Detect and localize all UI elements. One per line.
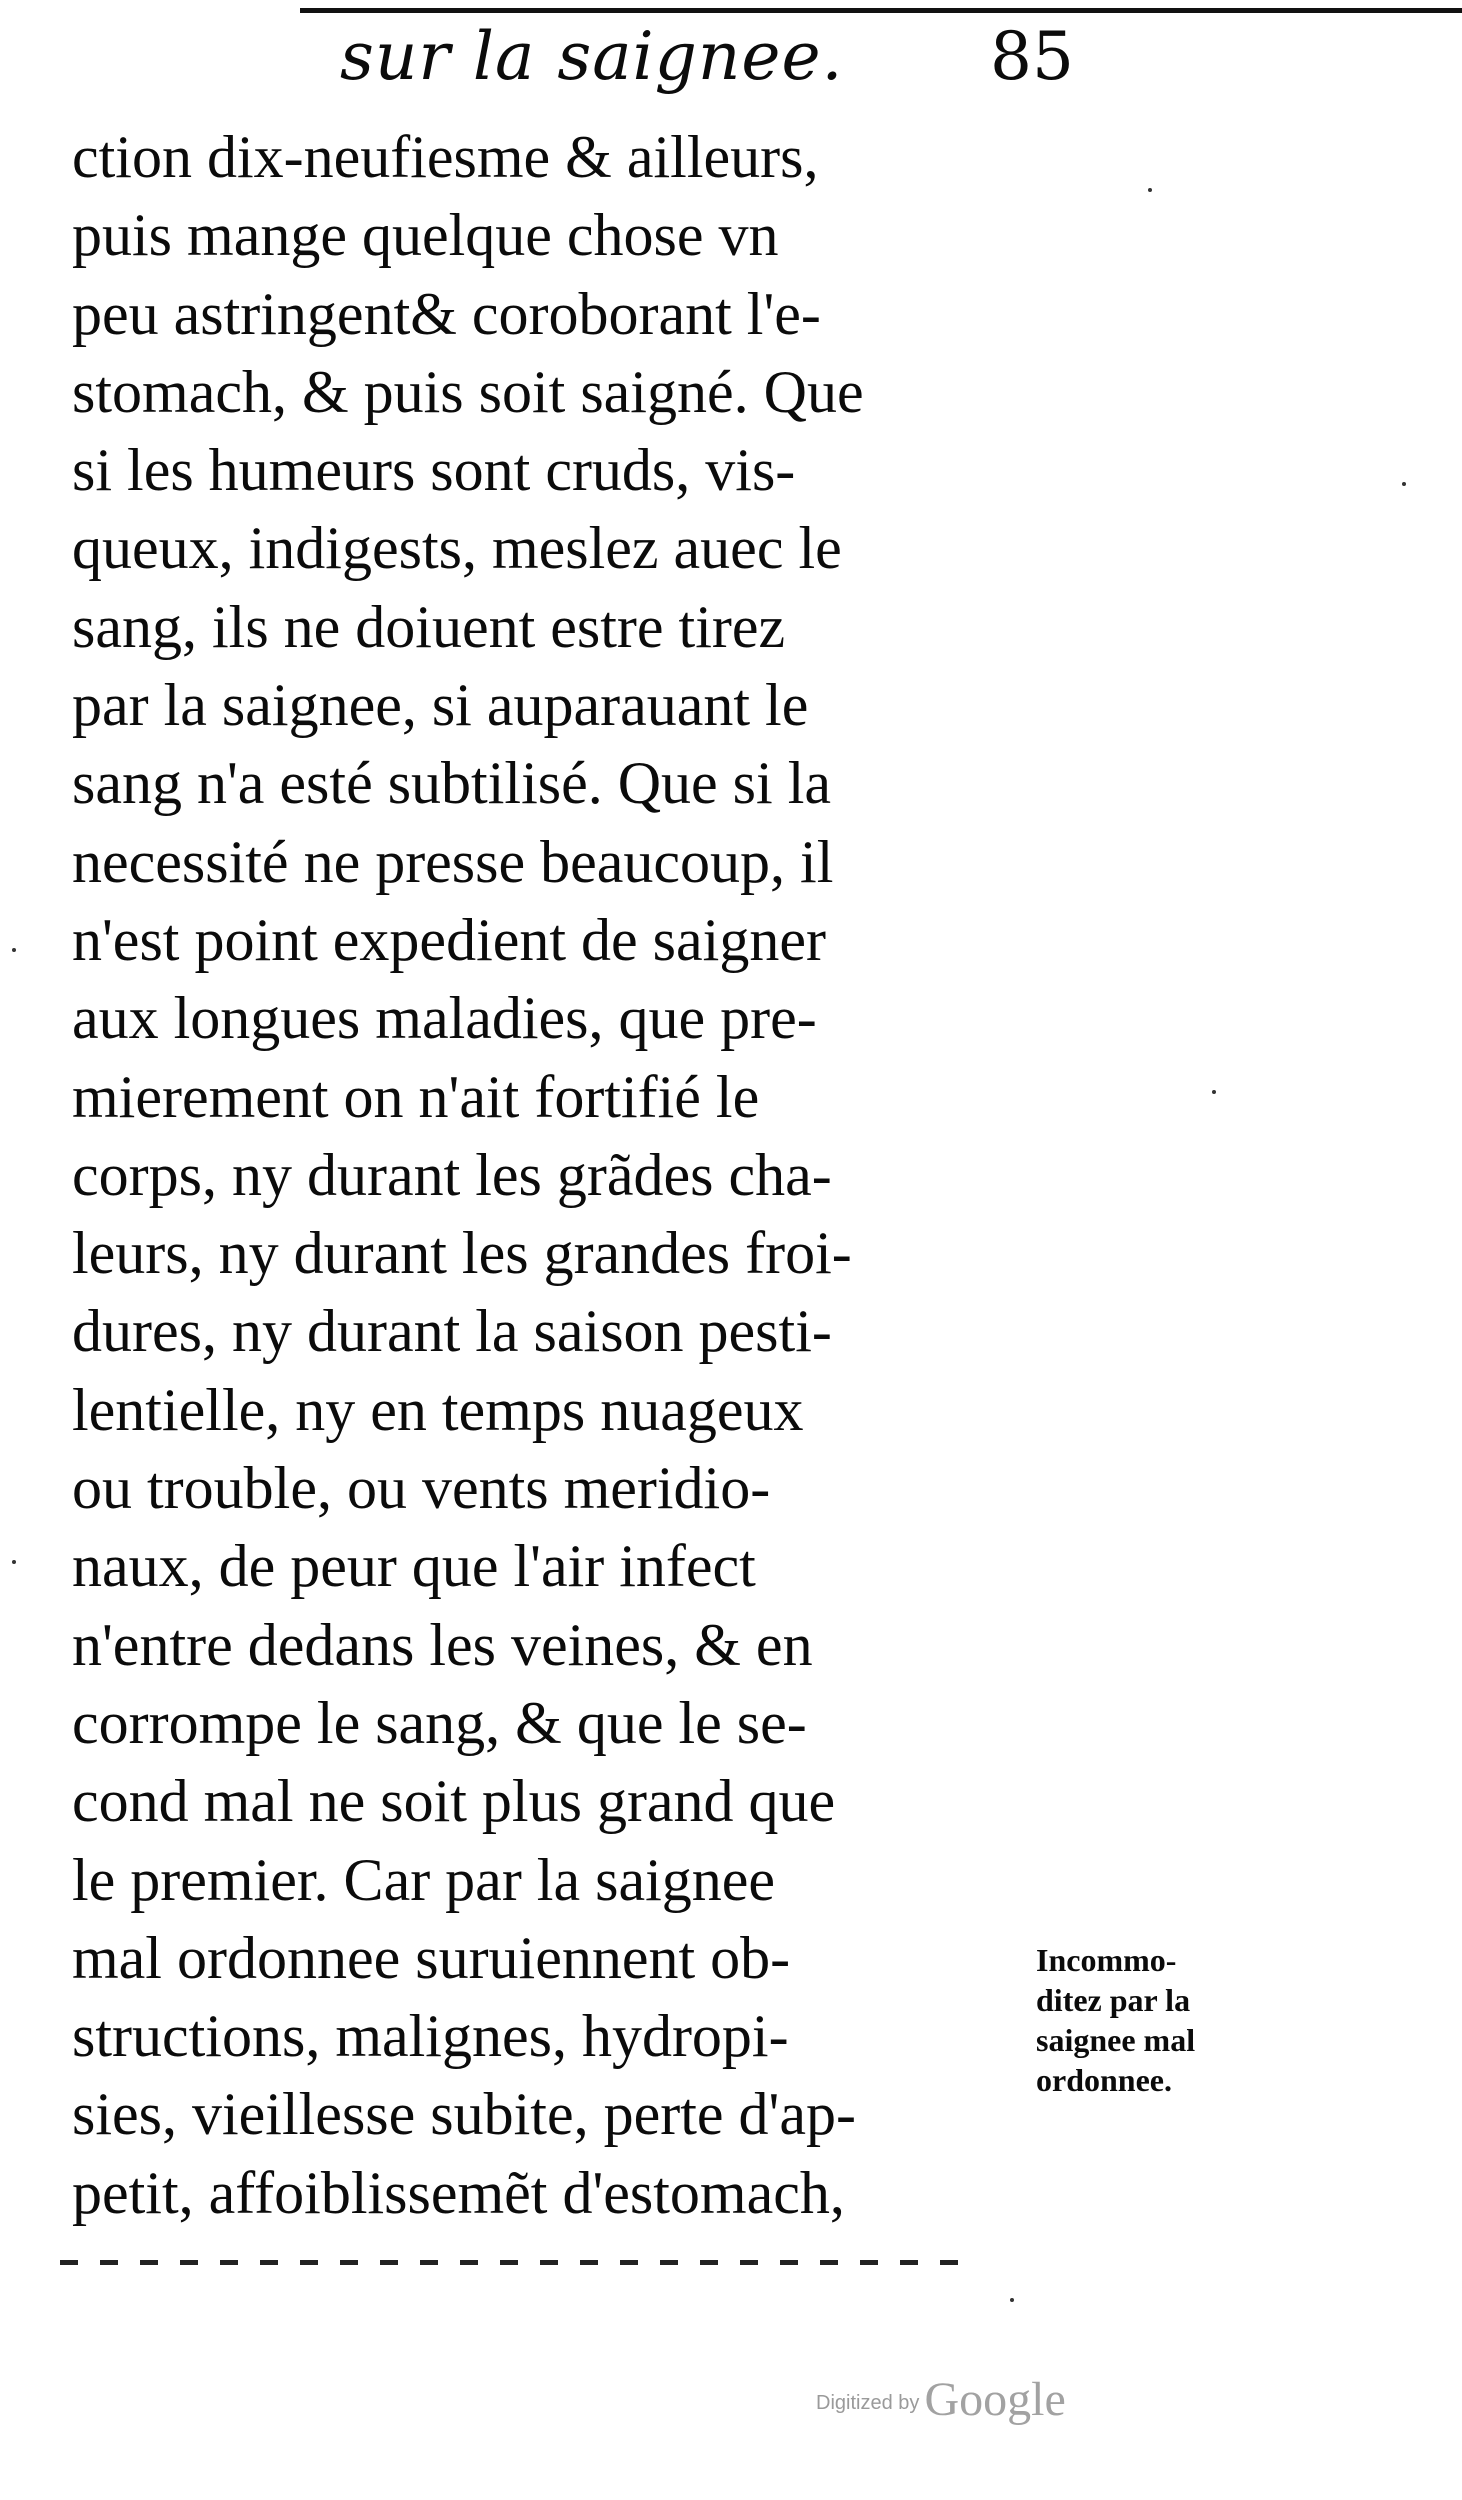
page-number: 85	[990, 18, 1074, 95]
scan-speck	[1402, 482, 1406, 486]
footer-rule	[60, 2260, 960, 2265]
text-line: peu astringent& coroborant l'e-	[72, 280, 821, 347]
text-line: queux, indigests, meslez auec le	[72, 515, 842, 582]
text-line: sies, vieillesse subite, perte d'ap-	[72, 2081, 856, 2148]
text-line: petit, affoiblissemẽt d'estomach,	[72, 2159, 845, 2226]
text-line: dures, ny durant la saison pesti-	[72, 1298, 832, 1365]
text-line: stomach, & puis soit saigné. Que	[72, 358, 864, 425]
scan-speck	[1212, 1090, 1216, 1094]
text-line: leurs, ny durant les grandes froi-	[72, 1220, 852, 1287]
text-line: aux longues maladies, que pre-	[72, 985, 817, 1052]
margin-note	[1036, 1940, 1266, 2100]
scan-speck	[1148, 188, 1152, 192]
text-line: corps, ny durant les grãdes cha-	[72, 1141, 832, 1208]
text-line: corrompe le sang, & que le se-	[72, 1689, 807, 1756]
margin-note-line: ordonnee.	[1036, 2062, 1172, 2098]
text-line: le premier. Car par la saignee	[72, 1846, 776, 1913]
text-line: ction dix-neufiesme & ailleurs,	[72, 124, 819, 190]
text-line: lentielle, ny en temps nuageux	[72, 1376, 804, 1443]
margin-note-line: saignee mal	[1036, 2022, 1196, 2058]
scan-speck	[12, 1560, 16, 1564]
text-line: cond mal ne soit plus grand que	[72, 1768, 836, 1835]
text-line: n'entre dedans les veines, & en	[72, 1611, 813, 1678]
margin-note-line: ditez par la	[1036, 1982, 1191, 2018]
text-line: ou trouble, ou vents meridio-	[72, 1455, 771, 1522]
text-line: par la saignee, si auparauant le	[72, 672, 809, 739]
text-line: mal ordonnee suruiennent ob-	[72, 1924, 791, 1991]
text-line: n'est point expedient de saigner	[72, 906, 826, 973]
text-line: puis mange quelque chose vn	[72, 202, 779, 269]
top-rule	[300, 8, 1462, 13]
text-line: naux, de peur que l'air infect	[72, 1533, 756, 1600]
digitization-watermark	[816, 2372, 1066, 2427]
text-line: si les humeurs sont cruds, vis-	[72, 437, 796, 504]
text-line: sang n'a esté subtilisé. Que si la	[72, 750, 831, 817]
scan-speck	[1010, 2298, 1014, 2302]
digitized-by-label: Digitized by	[816, 2392, 920, 2414]
google-logo: Google	[924, 2373, 1066, 2426]
text-line: mierement on n'ait fortifié le	[72, 1063, 760, 1130]
text-line: necessité ne presse beaucoup, il	[72, 828, 834, 895]
body-text	[72, 118, 1092, 2232]
text-line: structions, malignes, hydropi-	[72, 2003, 789, 2070]
text-line: sang, ils ne doiuent estre tirez	[72, 593, 786, 660]
running-title: sur la saignee.	[340, 18, 844, 95]
margin-note-line: Incommo-	[1036, 1942, 1177, 1978]
scan-speck	[12, 948, 16, 952]
